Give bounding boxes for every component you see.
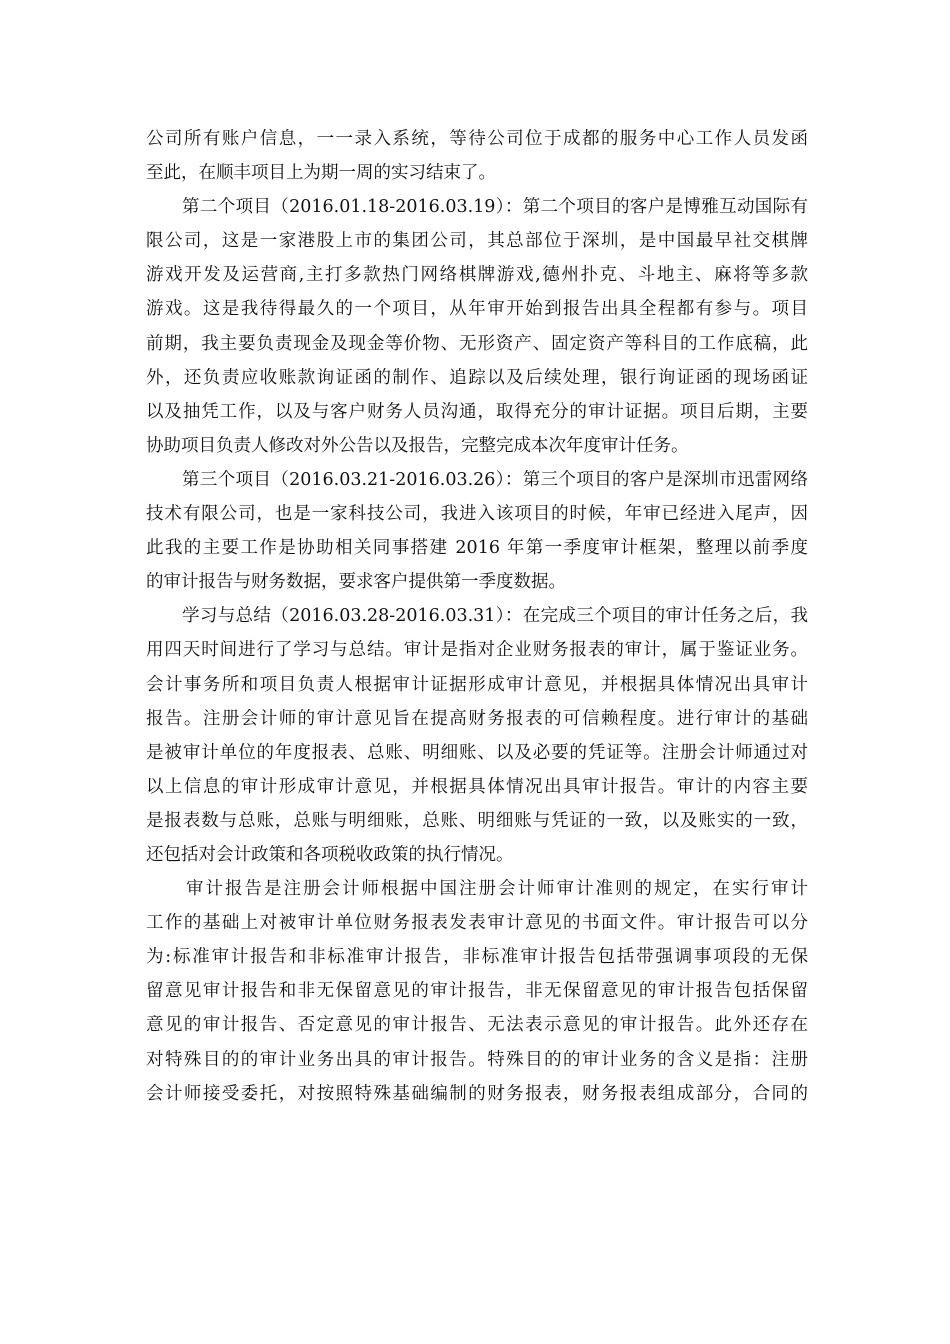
text-line: 至此，在顺丰项目上为期一周的实习结束了。 [146,163,496,184]
text-line: 限公司，这是一家港股上市的集团公司，其总部位于深圳，是中国最早社交棋牌 [146,231,808,252]
text-line: 外，还负责应收账款询证函的制作、追踪以及后续处理，银行询证函的现场函证 [146,367,808,388]
paragraph [146,190,808,463]
paragraph [146,122,808,190]
paragraph [146,599,808,872]
text-line: 会计师接受委托，对按照特殊基础编制的财务报表，财务报表组成部分，合同的 [146,1083,808,1104]
text-line: 的审计报告与财务数据，要求客户提供第一季度数据。 [146,572,566,593]
text-line: 游戏开发及运营商,主打多款热门网络棋牌游戏,德州扑克、斗地主、麻将等多款 [146,265,808,286]
text-line: 以及抽凭工作，以及与客户财务人员沟通，取得充分的审计证据。项目后期，主要 [146,401,808,422]
text-line: 用四天时间进行了学习与总结。审计是指对企业财务报表的审计，属于鉴证业务。 [146,640,808,661]
text-line: 留意见审计报告和非无保留意见的审计报告，非无保留意见的审计报告包括保留 [146,981,808,1002]
text-line: 公司所有账户信息，一一录入系统，等待公司位于成都的服务中心工作人员发函 [146,129,808,149]
text-line: 对特殊目的的审计业务出具的审计报告。特殊目的的审计业务的含义是指：注册 [146,1049,808,1070]
paragraph [146,463,808,599]
text-line: 前期，我主要负责现金及现金等价物、无形资产、固定资产等科目的工作底稿，此 [146,333,808,354]
text-line: 工作的基础上对被审计单位财务报表发表审计意见的书面文件。审计报告可以分 [146,913,808,934]
text-line: 意见的审计报告、否定意见的审计报告、无法表示意见的审计报告。此外还存在 [146,1015,808,1036]
text-line: 协助项目负责人修改对外公告以及报告，完整完成本次年度审计任务。 [146,435,689,456]
text-line: 第三个项目（2016.03.21-2016.03.26）：第三个项目的客户是深圳市迅雷网络 [182,469,808,490]
text-line: 为:标准审计报告和非标准审计报告，非标准审计报告包括带强调事项段的无保 [146,947,808,968]
text-line: 技术有限公司，也是一家科技公司，我进入该项目的时候，年审已经进入尾声，因 [146,504,808,525]
text-line: 是报表数与总账，总账与明细账，总账、明细账与凭证的一致，以及账实的一致， [146,810,808,831]
text-line: 学习与总结（2016.03.28-2016.03.31）：在完成三个项目的审计任务之后，我 [182,606,808,627]
paragraph [146,872,808,1111]
text-line: 审计报告是注册会计师根据中国注册会计师审计准则的规定，在实行审计 [186,879,808,900]
text-line: 此我的主要工作是协助相关同事搭建 2016 年第一季度审计框架，整理以前季度 [146,538,808,559]
text-line: 以上信息的审计形成审计意见，并根据具体情况出具审计报告。审计的内容主要 [146,776,808,797]
text-line: 游戏。这是我待得最久的一个项目，从年审开始到报告出具全程都有参与。项目 [146,299,808,320]
text-line: 报告。注册会计师的审计意见旨在提高财务报表的可信赖程度。进行审计的基础 [146,708,808,729]
text-line: 会计事务所和项目负责人根据审计证据形成审计意见，并根据具体情况出具审计 [146,674,808,695]
body-text [146,122,808,1111]
text-line: 还包括对会计政策和各项税收政策的执行情况。 [146,844,514,865]
text-line: 第二个项目（2016.01.18-2016.03.19）：第二个项目的客户是博雅互动国际有 [182,197,808,218]
text-line: 是被审计单位的年度报表、总账、明细账、以及必要的凭证等。注册会计师通过对 [146,742,808,763]
